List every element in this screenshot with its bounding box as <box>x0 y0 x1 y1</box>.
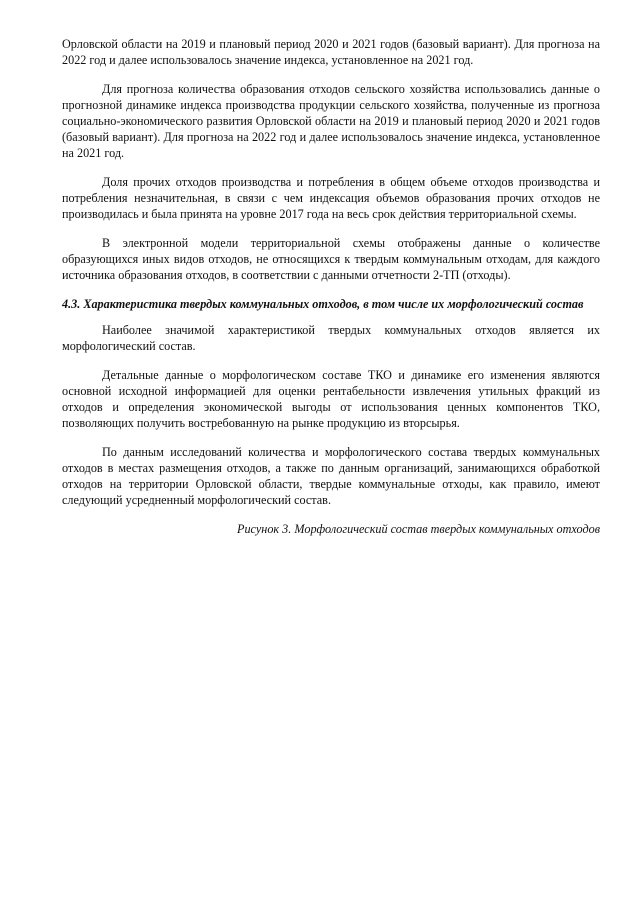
paragraph-detailed-data: Детальные данные о морфологическом составе ТКО и динамике его изменения являются основной исходной информацией для оценки рентабельности извлечения утильных фракций из отходов и определения экономической выгоды от использования ценных компонентов ТКО, позволяющих получить востребованную на рынке продукцию из вторсырья. <box>62 368 600 430</box>
paragraph-agriculture-forecast: Для прогноза количества образования отходов сельского хозяйства использовались данные о прогнозной динамике индекса производства продукции сельского хозяйства, полученные из прогноза социально-экономического развития Орловской области на 2019 и плановый период 2020 и 2021 годов (базовый вариант). Для прогноза на 2022 год и далее использовалось значение индекса, установленное на 2021 год. <box>62 82 600 160</box>
paragraph-research-data: По данным исследований количества и морфологического состава твердых коммунальных отходов в местах размещения отходов, а также по данным организаций, занимающихся обработкой отходов на территории Орловской области, твердые коммунальные отходы, как правило, имеют следующий усредненный морфологический состав. <box>62 445 600 507</box>
paragraph-other-waste: Доля прочих отходов производства и потребления в общем объеме отходов производства и потребления незначительная, в связи с чем индексация объемов образования прочих отходов не производилась и была принята на уровне 2017 года на весь срок действия территориальной схемы. <box>62 175 600 221</box>
figure-caption: Рисунок 3. Морфологический состав твердых коммунальных отходов <box>237 522 600 536</box>
section-heading: 4.3. Характеристика твердых коммунальных отходов, в том числе их морфологический состав <box>62 297 584 311</box>
paragraph-continuation: Орловской области на 2019 и плановый период 2020 и 2021 годов (базовый вариант). Для прогноза на 2022 год и далее использовалось значение индекса, установленное на 2021 год. <box>62 37 600 67</box>
paragraph-electronic-model: В электронной модели территориальной схемы отображены данные о количестве образующихся иных видов отходов, не относящихся к твердым коммунальным отходам, для каждого источника образования отходов, в соответствии с данными отчетности 2-ТП (отходы). <box>62 236 600 282</box>
document-page <box>62 36 600 537</box>
paragraph-significant-characteristic: Наиболее значимой характеристикой твердых коммунальных отходов является их морфологический состав. <box>62 323 600 353</box>
